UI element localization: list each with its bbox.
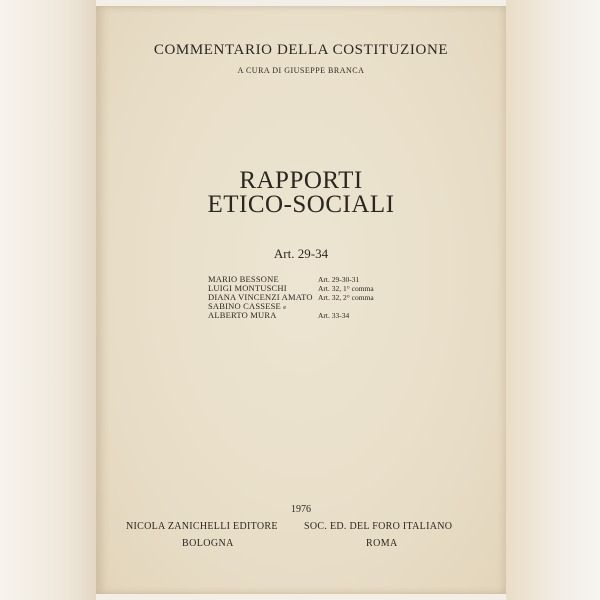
author-name: ALBERTO MURA bbox=[208, 310, 277, 320]
author-name: LUIGI MONTUSCHI bbox=[208, 283, 287, 293]
author-articles: Art. 29-30-31 bbox=[318, 275, 360, 284]
author-conjunction: e bbox=[283, 304, 287, 311]
series-title: COMMENTARIO DELLA COSTITUZIONE bbox=[153, 42, 449, 58]
articles-range: Art. 29-34 bbox=[273, 246, 329, 261]
author-name: MARIO BESSONE bbox=[208, 274, 279, 284]
title-page bbox=[96, 6, 506, 594]
author-articles: Art. 33-34 bbox=[318, 311, 350, 320]
city-left: BOLOGNA bbox=[182, 538, 234, 549]
publication-year: 1976 bbox=[291, 504, 311, 515]
main-title-line-2: ETICO-SOCIALI bbox=[207, 191, 395, 218]
left-background bbox=[0, 0, 96, 600]
editor-line: A CURA DI GIUSEPPE BRANCA bbox=[237, 66, 365, 75]
publisher-right: SOC. ED. DEL FORO ITALIANO bbox=[304, 521, 453, 532]
main-title-line-1: RAPPORTI bbox=[239, 167, 363, 194]
right-background bbox=[506, 0, 600, 600]
author-name: DIANA VINCENZI AMATO bbox=[208, 292, 313, 302]
city-right: ROMA bbox=[366, 538, 398, 549]
author-name-text: SABINO CASSESE bbox=[208, 301, 281, 311]
author-articles: Art. 32, 2° comma bbox=[318, 293, 374, 302]
author-articles: Art. 32, 1° comma bbox=[318, 284, 374, 293]
publisher-left: NICOLA ZANICHELLI EDITORE bbox=[126, 521, 278, 532]
